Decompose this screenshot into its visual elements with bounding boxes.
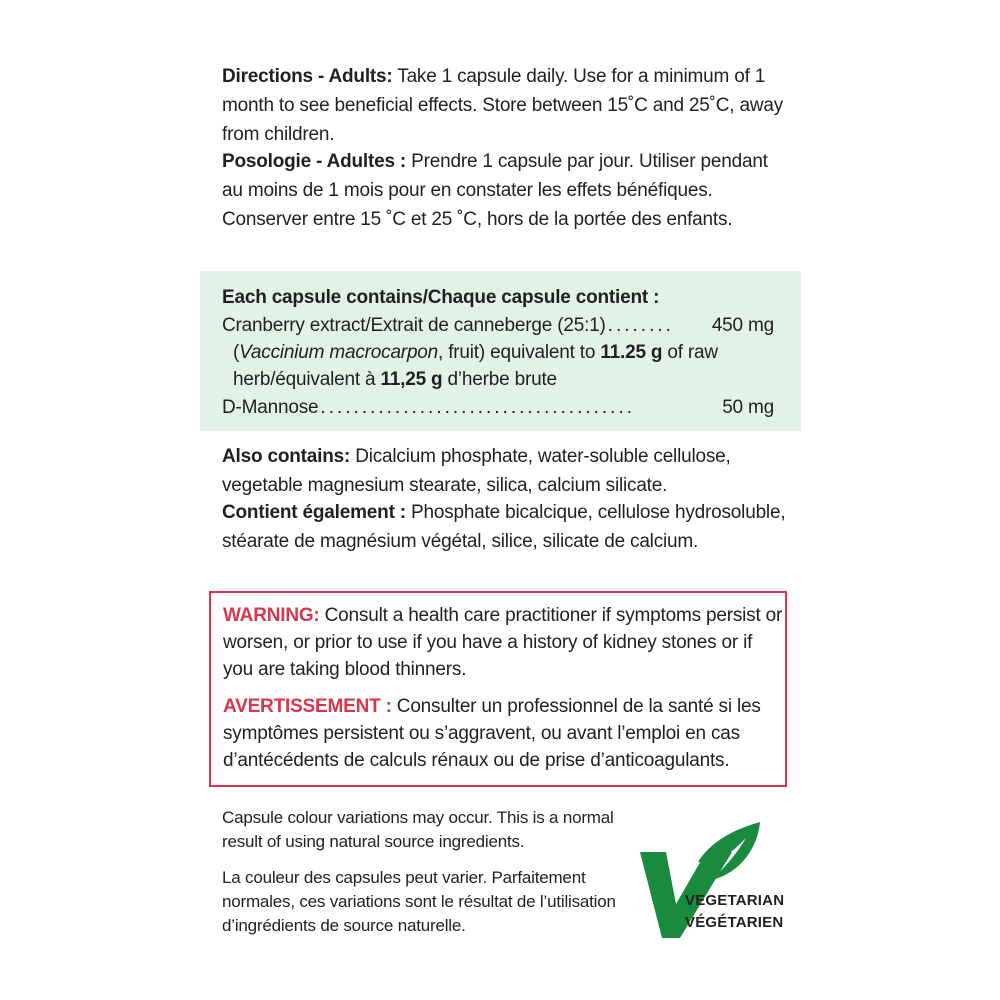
also-contains-en	[222, 442, 792, 500]
colour-note-en: Capsule colour variations may occur. This is a normal result of using natural source ingredients.	[222, 808, 614, 851]
warning-box	[209, 591, 787, 787]
also-contains-fr-label: Contient également :	[222, 502, 406, 523]
also-contains-en-text: Dicalcium phosphate, water-soluble cellulose, vegetable magnesium stearate, silica, calcium silicate.	[222, 446, 731, 496]
leader-dots: ........	[607, 315, 674, 336]
latin-name: Vaccinium macrocarpon	[239, 342, 439, 363]
ingredient-dose: 50 mg	[722, 397, 774, 418]
vegetarian-label-en: VEGETARIAN	[685, 892, 785, 909]
ingredient-dose: 450 mg	[711, 315, 774, 336]
warning-en	[223, 602, 783, 683]
vegetarian-label-fr: VÉGÉTARIEN	[685, 914, 784, 931]
also-contains-fr-text: Phosphate bicalcique, cellulose hydrosoluble, stéarate de magnésium végétal, silice, silicate de calcium.	[222, 502, 786, 552]
also-contains-en-label: Also contains:	[222, 446, 351, 467]
also-contains-fr	[222, 498, 792, 556]
equivalent-en-tail: of raw	[662, 342, 718, 363]
ingredient-name: Cranberry extract/Extrait de canneberge (25:1)	[222, 315, 606, 336]
ingredient-source-line	[233, 339, 718, 367]
warning-en-text: Consult a health care practitioner if symptoms persist or worsen, or prior to use if you have a history of kidney stones or if you are taking blood thinners.	[223, 605, 783, 680]
source-text: , fruit) equivalent to	[438, 342, 601, 363]
equivalent-fr-pre: herb/équivalent à	[233, 369, 381, 390]
paren-open: (	[233, 342, 240, 363]
colour-note-fr: La couleur des capsules peut varier. Parfaitement normales, ces variations sont le résultat de l’utilisation d’ingrédients de source naturelle.	[222, 868, 616, 935]
ingredient-equivalent-fr-line	[233, 366, 557, 394]
warning-fr	[223, 693, 783, 774]
warning-fr-text: Consulter un professionnel de la santé si les symptômes persistent ou s’aggravent, ou avant l’emploi en cas d’antécédents de calculs rénaux ou de prise d’anticoagulants.	[223, 696, 761, 771]
ingredient-row-cranberry	[222, 312, 774, 340]
directions-fr	[222, 147, 792, 234]
equivalent-en: 11.25 g	[600, 342, 663, 363]
directions-en	[222, 62, 792, 149]
warning-fr-label: AVERTISSEMENT :	[223, 696, 392, 717]
equivalent-fr-tail: d’herbe brute	[442, 369, 557, 390]
ingredient-name: D-Mannose	[222, 397, 319, 418]
directions-en-text: Take 1 capsule daily. Use for a minimum of 1 month to see beneficial effects. Store between 15˚C and 25˚C, away from children.	[222, 66, 784, 145]
leader-dots: ......................................	[320, 397, 636, 418]
ingredient-row-mannose	[222, 394, 774, 422]
equivalent-fr: 11,25 g	[380, 369, 443, 390]
ingredients-heading: Each capsule contains/Chaque capsule contient :	[222, 287, 660, 308]
ingredients-panel	[200, 271, 801, 431]
directions-fr-label: Posologie - Adultes :	[222, 151, 407, 172]
directions-fr-text: Prendre 1 capsule par jour. Utiliser pendant au moins de 1 mois pour en constater les effets bénéfiques. Conserver entre 15 ˚C et 25 ˚C, hors de la portée des enfants.	[222, 151, 768, 230]
warning-en-label: WARNING:	[223, 605, 320, 626]
directions-en-label: Directions - Adults:	[222, 66, 393, 87]
